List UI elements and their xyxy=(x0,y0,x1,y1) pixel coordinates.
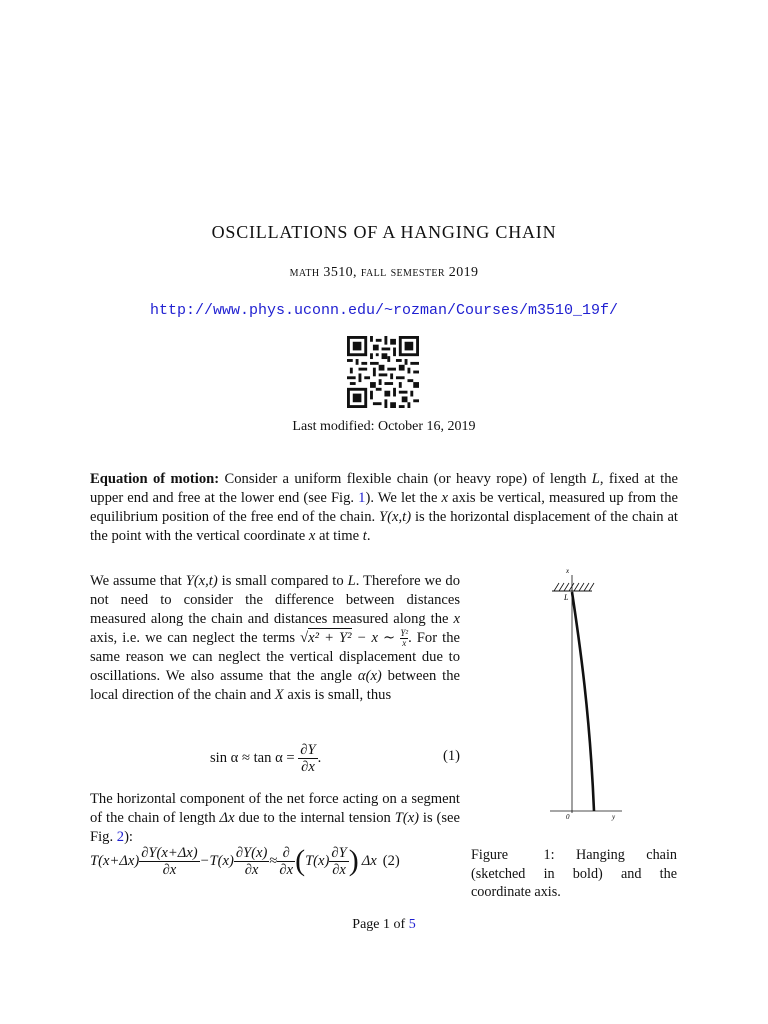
equation-1-body xyxy=(210,742,321,775)
course-url-link[interactable]: http://www.phys.uconn.edu/~rozman/Courses/m3510_19f/ xyxy=(149,302,619,319)
math-symbol: Y(x,t) xyxy=(185,573,218,589)
math-symbol: T(x) xyxy=(394,810,420,826)
figure-1-caption xyxy=(471,846,677,902)
math-symbol: x xyxy=(441,490,449,506)
text: due to the internal tension xyxy=(234,810,395,826)
fraction-numerator: ∂Y xyxy=(300,742,316,758)
figure-1-reference-link[interactable]: 1 xyxy=(358,490,366,506)
equation-number: (1) xyxy=(442,748,460,764)
axis-x-label: x xyxy=(566,567,570,575)
course-subtitle: math 3510, fall semester 2019 xyxy=(289,265,479,280)
qr-code-icon xyxy=(347,336,419,408)
page-number xyxy=(0,917,768,933)
fraction-denominator: x xyxy=(402,638,407,649)
math-symbol: Δx xyxy=(219,810,235,826)
text: is (see Fig. xyxy=(90,810,460,845)
math-term: Δx xyxy=(361,852,377,869)
fraction-denominator: ∂x xyxy=(301,759,315,775)
page-prefix: Page 1 of xyxy=(352,917,409,932)
equation-lhs: sin α ≈ tan α = xyxy=(210,749,299,766)
text: ): xyxy=(124,829,133,845)
math-symbol: Y(x,t) xyxy=(379,509,412,525)
right-paren: ) xyxy=(348,844,359,877)
left-paren: ( xyxy=(295,844,306,877)
math-symbol: α(x) xyxy=(357,668,382,685)
fraction-numerator: ∂ xyxy=(277,845,295,862)
equation-1 xyxy=(90,742,460,778)
assumption-paragraph: We assume that Y(x,t) is small compared to L. Therefore we do not need to consider the difference between distances measured along the chain and distances measured along the x axis, i.e. we can neglect the terms √x² + Y² − x ∼ $\frac{\text{Y²}}{x}$. For the same reason we can neglect the vertical displacement due to oscillations. We also assume that the angle α(x) between the local direction of the chain and X axis is small, thus xyxy=(90,573,461,704)
fraction xyxy=(329,845,348,878)
last-modified-date: Last modified: October 16, 2019 xyxy=(292,419,476,434)
text: . xyxy=(366,528,371,544)
math-symbol: x xyxy=(453,611,460,627)
text: axis be vertical, measured up from the equilibrium position of the free end of the chain. xyxy=(90,490,678,525)
sqrt-expression: x² + Y² xyxy=(308,630,352,646)
fraction xyxy=(277,845,295,878)
fraction-numerator: ∂Y xyxy=(331,844,347,861)
math-term: T(x) xyxy=(305,852,330,869)
text: Consider a uniform flexible chain (or heavy rope) of length xyxy=(219,471,592,487)
text: ). We let the xyxy=(365,490,442,506)
fraction-denominator: ∂x xyxy=(279,861,294,878)
fraction-numerator: ∂Y(x) xyxy=(235,844,268,861)
text: . Therefore we do not need to consider the difference between distances measured along the chain and distances measured along the xyxy=(90,573,461,627)
hatching xyxy=(554,583,594,591)
hanging-chain-figure xyxy=(540,565,630,825)
math-symbol: x xyxy=(308,528,316,544)
fraction-numerator: ∂Y(x+Δx) xyxy=(141,844,198,861)
fraction xyxy=(298,742,317,775)
small-fraction xyxy=(400,629,408,648)
equation-2 xyxy=(90,836,462,886)
caption-label: Figure 1: xyxy=(471,847,555,863)
equation-of-motion-paragraph xyxy=(90,470,678,546)
text: is small compared to xyxy=(217,573,348,589)
text: at time xyxy=(315,528,363,544)
math-symbol: X xyxy=(274,687,284,704)
text: . For the same reason we can neglect the vertical displacement due to oscillations. We also assume that the angle xyxy=(90,630,460,685)
section-heading: Equation of motion: xyxy=(90,471,220,487)
text: The horizontal component of the net force acting on a segment of the chain of length xyxy=(90,791,460,826)
math-symbol: − x ∼ xyxy=(351,630,401,646)
figure-2-reference-link[interactable]: 2 xyxy=(116,829,125,845)
text: is the horizontal displacement of the chain at the point with the vertical coordinate xyxy=(90,509,678,544)
fraction-denominator: ∂x xyxy=(332,861,346,878)
math-symbol: L xyxy=(591,471,600,487)
fraction-denominator: ∂x xyxy=(162,861,177,878)
math-symbol: L xyxy=(347,573,356,589)
equation-end: . xyxy=(317,749,322,766)
equation-number: (2) xyxy=(382,852,400,869)
text: axis is small, thus xyxy=(283,687,392,704)
page-title: OSCILLATIONS OF A HANGING CHAIN xyxy=(211,222,557,242)
chain-curve xyxy=(572,592,594,811)
fraction-denominator: ∂x xyxy=(244,861,259,878)
caption-text: Hanging chain (sketched in bold) and the coordinate axis. xyxy=(471,847,677,900)
fraction xyxy=(234,845,270,878)
axis-y-label: y xyxy=(612,813,616,821)
axis-L-label: L xyxy=(564,593,569,602)
approx-sign: ≈ xyxy=(269,852,278,869)
math-term: −T(x) xyxy=(199,852,234,869)
fraction-numerator: Y² xyxy=(400,628,409,639)
text: between the local direction of the chain and xyxy=(90,668,460,704)
math-symbol: t xyxy=(362,528,367,544)
fraction xyxy=(139,845,199,878)
total-pages-link[interactable]: 5 xyxy=(408,917,416,932)
text: axis, i.e. we can neglect the terms xyxy=(90,630,301,646)
text: We assume that xyxy=(90,573,186,589)
origin-label: 0 xyxy=(566,813,570,821)
math-term: T(x+Δx) xyxy=(90,852,140,869)
text: , fixed at the upper end and free at the lower end (see Fig. xyxy=(90,471,678,506)
